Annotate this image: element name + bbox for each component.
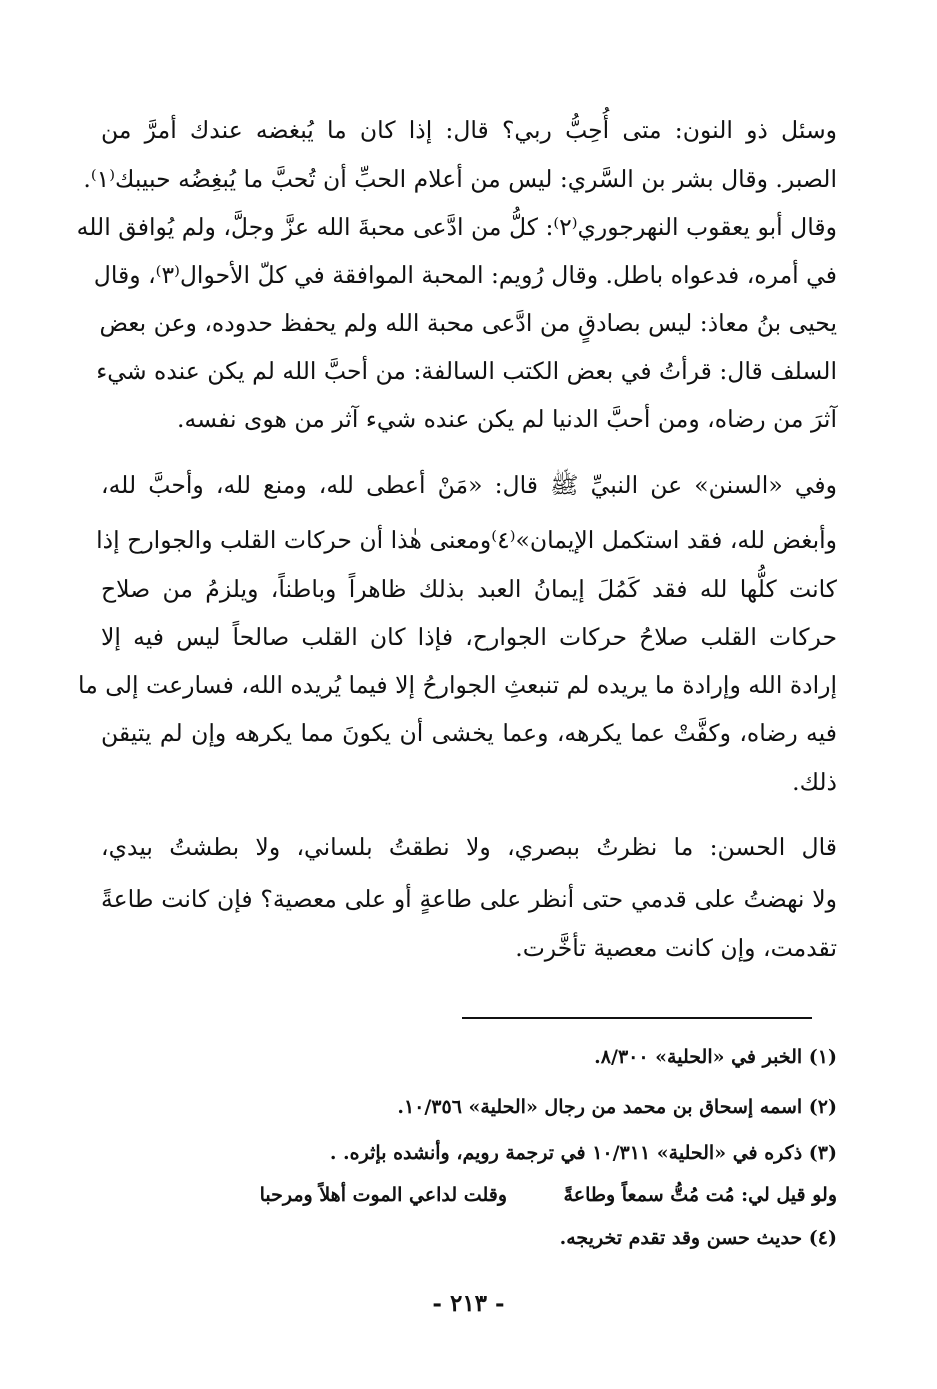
- paragraph-3-line-1: قال الحسن: ما نظرتُ ببصري، ولا نطقتُ بلساني، ولا بطشتُ بيدي،: [101, 833, 837, 861]
- paragraph-1-line-7: آثرَ من رضاه، ومن أحبَّ الدنيا لم يكن عنده شيء آثر من هوى نفسه.: [177, 405, 837, 433]
- paragraph-2-line-2: وأبغض لله، فقد استكمل الإيمان»⁽٤⁾ومعنى هٰذا أن حركات القلب والجوارح إذا: [96, 526, 837, 554]
- verse-second-hemistich: وقلت لداعي الموت أهلاً ومرحبا: [259, 1184, 507, 1206]
- footnote-2: (٢) اسمه إسحاق بن محمد من رجال «الحلية» ١٠/٣٥٦.: [397, 1096, 837, 1118]
- paragraph-3-line-3: تقدمت، وإن كانت معصية تأخَّرت.: [515, 934, 837, 962]
- paragraph-2-line-1: وفي «السنن» عن النبيِّ ﷺ قال: «مَنْ أعطى لله، ومنع لله، وأحبَّ لله،: [101, 471, 837, 499]
- paragraph-1-line-4: في أمره، فدعواه باطل. وقال رُويم: المحبة الموافقة في كلّ الأحوال⁽٣⁾، وقال: [93, 261, 837, 289]
- page-number: - ٢١٣ -: [432, 1290, 505, 1317]
- paragraph-3-line-2: ولا نهضتُ على قدمي حتى أنظر على طاعةٍ أو على معصية؟ فإن كانت طاعةً: [101, 885, 837, 913]
- paragraph-1-line-5: يحيى بنُ معاذ: ليس بصادقٍ من ادَّعى محبة الله ولم يحفظ حدوده، وعن بعض: [99, 309, 837, 337]
- footnote-4: (٤) حديث حسن وقد تقدم تخريجه.: [559, 1227, 837, 1249]
- paragraph-2-line-7: ذلك.: [792, 768, 837, 796]
- footnote-3: (٣) ذكره في «الحلية» ١٠/٣١١ في ترجمة رويم، وأنشده بإثره. .: [329, 1142, 837, 1164]
- paragraph-2-line-4: حركات القلب صلاحُ حركات الجوارح، فإذا كان القلب صالحاً ليس فيه إلا: [101, 623, 837, 651]
- paragraph-2-line-5: إرادة الله وإرادة ما يريده لم تنبعثِ الجوارحُ إلا فيما يُريده الله، فسارعت إلى ما: [78, 671, 837, 699]
- paragraph-1-line-3: وقال أبو يعقوب النهرجوري⁽٢⁾: كلُّ من ادَّعى محبةَ الله عزَّ وجلَّ، ولم يُوافق الله: [76, 213, 837, 241]
- paragraph-1-line-1: وسئل ذو النون: متى أُحِبُّ ربي؟ قال: إذا كان ما يُبغضه عندك أمرَّ من: [101, 116, 837, 144]
- paragraph-2-line-3: كانت كلُّها لله فقد كَمُلَ إيمانُ العبد بذلك ظاهراً وباطناً، ويلزمُ من صلاح: [101, 575, 837, 603]
- footnote-1: (١) الخبر في «الحلية» ٨/٣٠٠.: [594, 1046, 837, 1068]
- verse-first-hemistich: ولو قيل لي: مُت مُتُّ سمعاً وطاعةً: [563, 1184, 837, 1206]
- paragraph-1-line-2: الصبر. وقال بشر بن السَّري: ليس من أعلام الحبِّ أن تُحبَّ ما يُبغِضُه حبيبك⁽١⁾.: [83, 165, 837, 193]
- paragraph-2-line-6: فيه رضاه، وكفَّتْ عما يكرهه، وعما يخشى أن يكونَ مما يكرهه وإن لم يتيقن: [101, 719, 837, 747]
- footnote-separator: [462, 1017, 812, 1019]
- paragraph-1-line-6: السلف قال: قرأتُ في بعض الكتب السالفة: من أحبَّ الله لم يكن عنده شيء: [96, 357, 837, 385]
